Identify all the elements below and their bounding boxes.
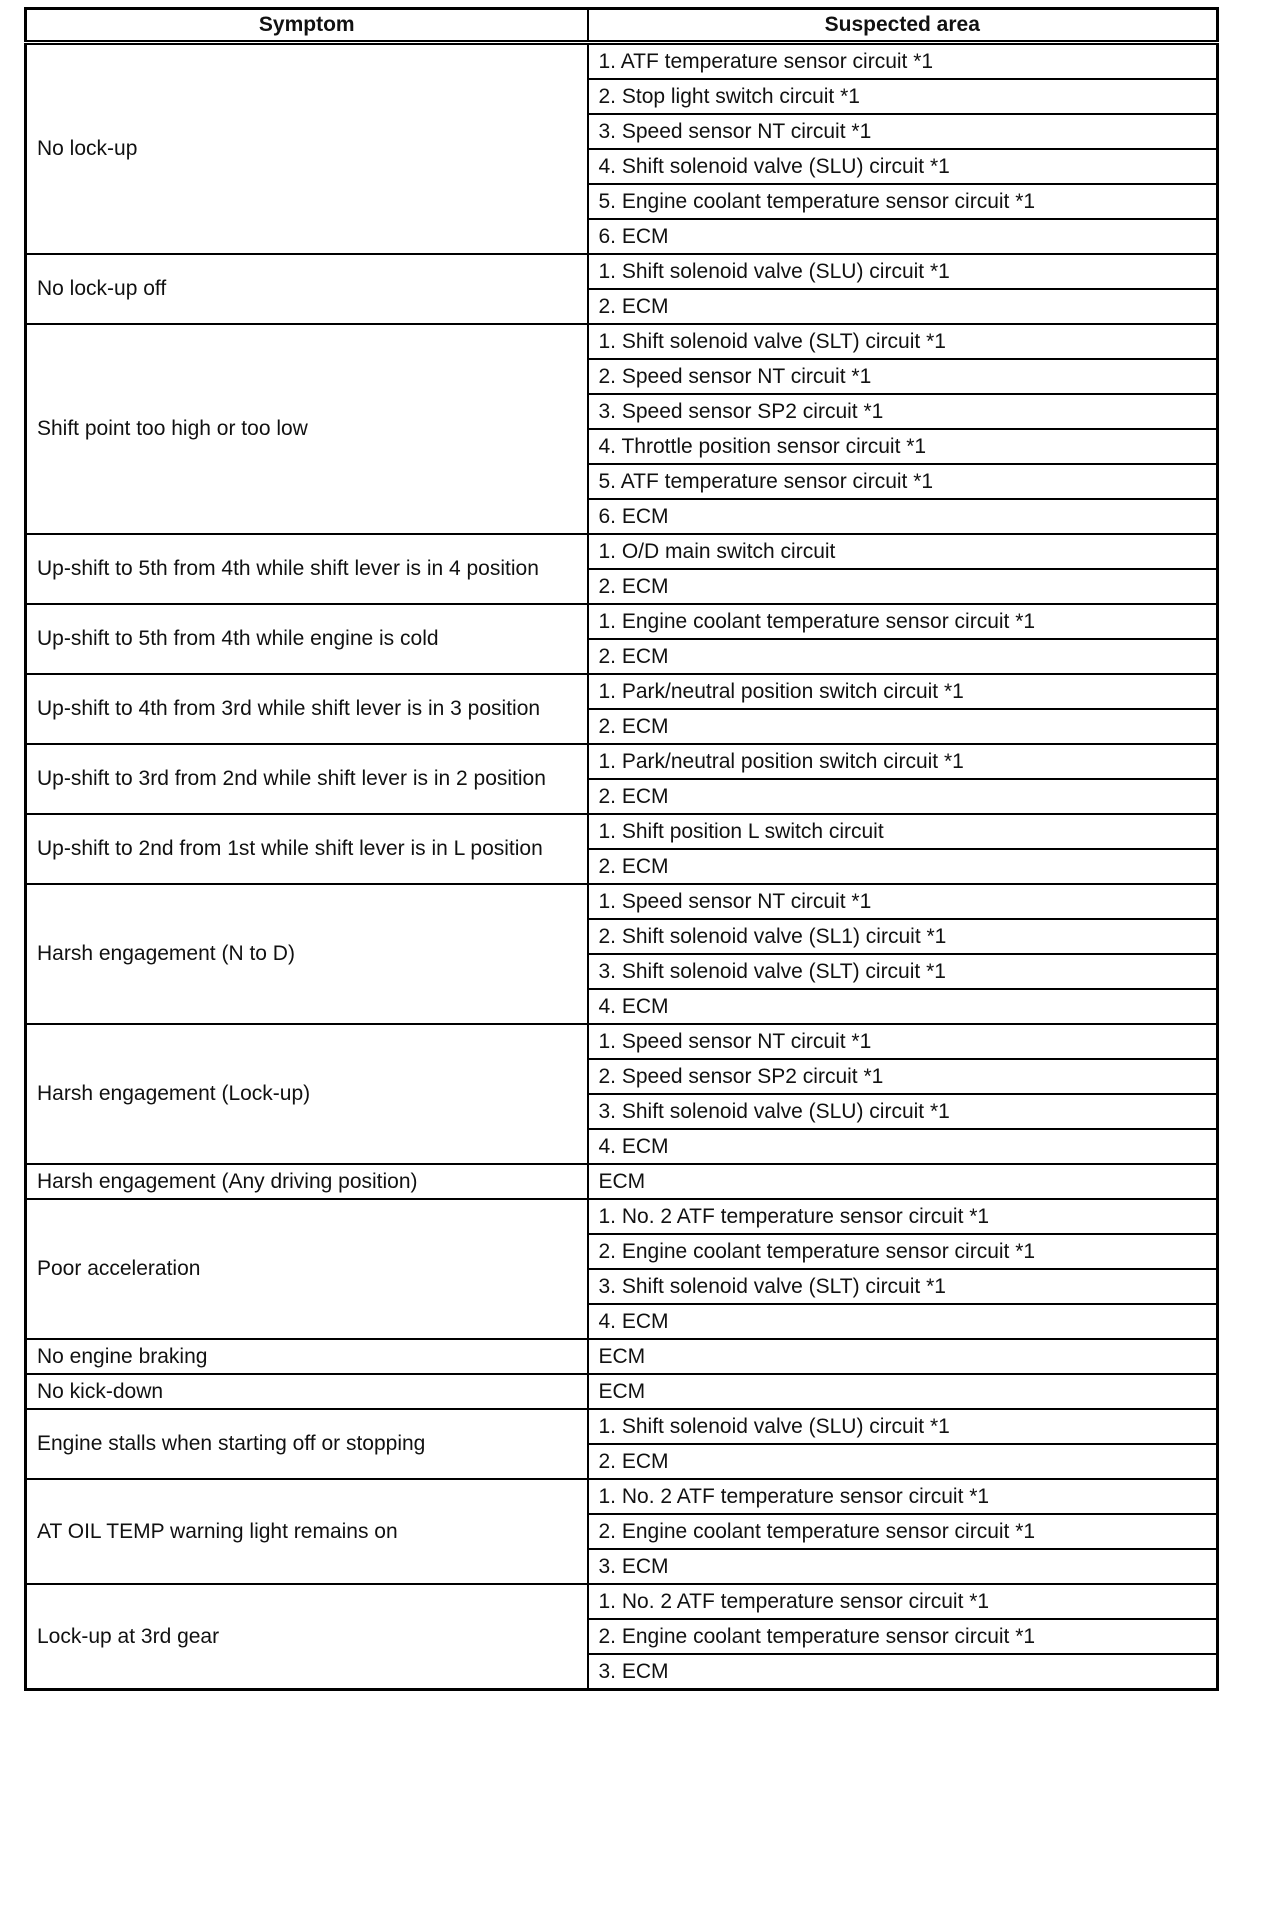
symptom-cell: Harsh engagement (Lock-up) — [26, 1024, 588, 1164]
symptom-cell: Lock-up at 3rd gear — [26, 1584, 588, 1690]
symptom-cell: Up-shift to 5th from 4th while engine is cold — [26, 604, 588, 674]
symptom-cell: Up-shift to 3rd from 2nd while shift lever is in 2 position — [26, 744, 588, 814]
table-row — [26, 1584, 1218, 1619]
suspected-area-cell: 6. ECM — [588, 219, 1218, 254]
table-header — [26, 9, 1218, 43]
table-row — [26, 744, 1218, 779]
suspected-area-cell: 4. Shift solenoid valve (SLU) circuit *1 — [588, 149, 1218, 184]
symptom-cell: AT OIL TEMP warning light remains on — [26, 1479, 588, 1584]
suspected-area-cell: 1. O/D main switch circuit — [588, 534, 1218, 569]
table-row — [26, 1339, 1218, 1374]
symptom-cell: No kick-down — [26, 1374, 588, 1409]
suspected-area-cell: 1. Shift solenoid valve (SLU) circuit *1 — [588, 1409, 1218, 1444]
suspected-area-cell: 1. No. 2 ATF temperature sensor circuit *1 — [588, 1479, 1218, 1514]
symptom-cell: No lock-up — [26, 43, 588, 255]
suspected-area-cell: 4. ECM — [588, 989, 1218, 1024]
suspected-area-cell: 2. Engine coolant temperature sensor circuit *1 — [588, 1514, 1218, 1549]
suspected-area-cell: 1. Shift solenoid valve (SLU) circuit *1 — [588, 254, 1218, 289]
table-row — [26, 1479, 1218, 1514]
suspected-area-cell: 1. Park/neutral position switch circuit *1 — [588, 674, 1218, 709]
suspected-area-cell: 3. Shift solenoid valve (SLU) circuit *1 — [588, 1094, 1218, 1129]
symptom-cell: Shift point too high or too low — [26, 324, 588, 534]
suspected-area-cell: 1. Speed sensor NT circuit *1 — [588, 1024, 1218, 1059]
table-row — [26, 1374, 1218, 1409]
suspected-area-cell: 2. Stop light switch circuit *1 — [588, 79, 1218, 114]
table-row — [26, 814, 1218, 849]
symptom-cell: Up-shift to 4th from 3rd while shift lever is in 3 position — [26, 674, 588, 744]
suspected-area-cell: 3. ECM — [588, 1549, 1218, 1584]
suspected-area-cell: ECM — [588, 1374, 1218, 1409]
suspected-area-cell: 2. ECM — [588, 1444, 1218, 1479]
suspected-area-cell: 1. ATF temperature sensor circuit *1 — [588, 43, 1218, 80]
suspected-area-cell: 1. Shift position L switch circuit — [588, 814, 1218, 849]
suspected-area-cell: 2. Speed sensor SP2 circuit *1 — [588, 1059, 1218, 1094]
suspected-area-cell: 1. No. 2 ATF temperature sensor circuit *1 — [588, 1584, 1218, 1619]
table-row — [26, 674, 1218, 709]
suspected-area-cell: 3. Speed sensor NT circuit *1 — [588, 114, 1218, 149]
suspected-area-cell: 3. Shift solenoid valve (SLT) circuit *1 — [588, 1269, 1218, 1304]
suspected-area-cell: 2. Shift solenoid valve (SL1) circuit *1 — [588, 919, 1218, 954]
suspected-area-cell: 2. Engine coolant temperature sensor circuit *1 — [588, 1619, 1218, 1654]
suspected-area-cell: 2. ECM — [588, 639, 1218, 674]
symptom-table — [24, 7, 1219, 1691]
suspected-area-cell: 2. ECM — [588, 709, 1218, 744]
suspected-area-cell: 2. ECM — [588, 849, 1218, 884]
symptom-cell: Harsh engagement (N to D) — [26, 884, 588, 1024]
suspected-area-cell: 3. Speed sensor SP2 circuit *1 — [588, 394, 1218, 429]
table-row — [26, 534, 1218, 569]
symptom-cell: Up-shift to 2nd from 1st while shift lever is in L position — [26, 814, 588, 884]
table-row — [26, 604, 1218, 639]
symptom-cell: Up-shift to 5th from 4th while shift lever is in 4 position — [26, 534, 588, 604]
header-suspected-area: Suspected area — [588, 9, 1218, 43]
table-row — [26, 1024, 1218, 1059]
suspected-area-cell: 2. ECM — [588, 289, 1218, 324]
suspected-area-cell: ECM — [588, 1164, 1218, 1199]
suspected-area-cell: ECM — [588, 1339, 1218, 1374]
suspected-area-cell: 2. Engine coolant temperature sensor circuit *1 — [588, 1234, 1218, 1269]
symptom-cell: Engine stalls when starting off or stopping — [26, 1409, 588, 1479]
suspected-area-cell: 2. ECM — [588, 569, 1218, 604]
suspected-area-cell: 5. ATF temperature sensor circuit *1 — [588, 464, 1218, 499]
suspected-area-cell: 6. ECM — [588, 499, 1218, 534]
table-body — [26, 43, 1218, 1690]
header-symptom: Symptom — [26, 9, 588, 43]
suspected-area-cell: 1. No. 2 ATF temperature sensor circuit *1 — [588, 1199, 1218, 1234]
suspected-area-cell: 2. ECM — [588, 779, 1218, 814]
table-row — [26, 324, 1218, 359]
suspected-area-cell: 5. Engine coolant temperature sensor circuit *1 — [588, 184, 1218, 219]
suspected-area-cell: 1. Shift solenoid valve (SLT) circuit *1 — [588, 324, 1218, 359]
symptom-cell: Poor acceleration — [26, 1199, 588, 1339]
table-row — [26, 884, 1218, 919]
suspected-area-cell: 1. Speed sensor NT circuit *1 — [588, 884, 1218, 919]
suspected-area-cell: 3. Shift solenoid valve (SLT) circuit *1 — [588, 954, 1218, 989]
symptom-cell: No engine braking — [26, 1339, 588, 1374]
suspected-area-cell: 4. ECM — [588, 1304, 1218, 1339]
table-row — [26, 254, 1218, 289]
symptom-cell: No lock-up off — [26, 254, 588, 324]
suspected-area-cell: 4. ECM — [588, 1129, 1218, 1164]
table-row — [26, 43, 1218, 80]
suspected-area-cell: 3. ECM — [588, 1654, 1218, 1690]
table-row — [26, 1409, 1218, 1444]
symptom-cell: Harsh engagement (Any driving position) — [26, 1164, 588, 1199]
table-row — [26, 1199, 1218, 1234]
suspected-area-cell: 4. Throttle position sensor circuit *1 — [588, 429, 1218, 464]
suspected-area-cell: 2. Speed sensor NT circuit *1 — [588, 359, 1218, 394]
table-row — [26, 1164, 1218, 1199]
header-row — [26, 9, 1218, 43]
suspected-area-cell: 1. Park/neutral position switch circuit *1 — [588, 744, 1218, 779]
suspected-area-cell: 1. Engine coolant temperature sensor circuit *1 — [588, 604, 1218, 639]
